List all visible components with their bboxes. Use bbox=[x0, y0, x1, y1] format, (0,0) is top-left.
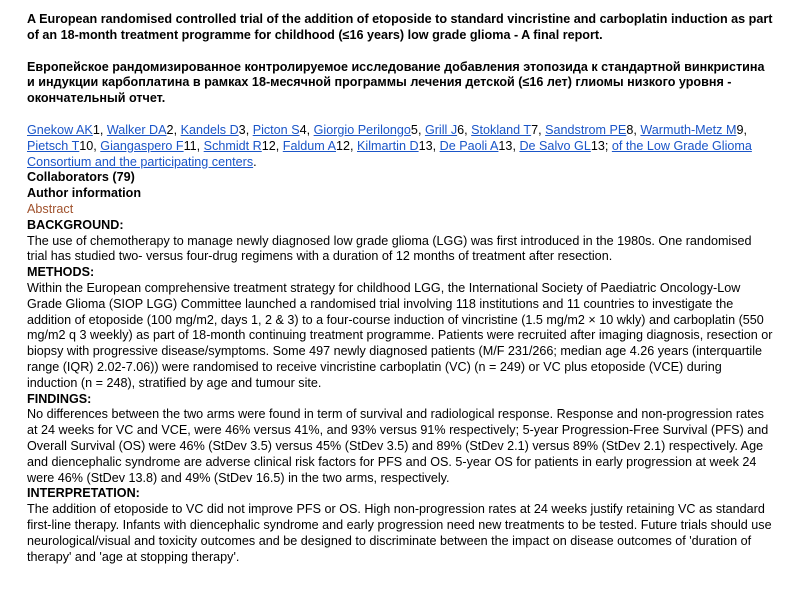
author-link[interactable]: Picton S bbox=[252, 122, 300, 137]
author-link[interactable]: Giangaspero F bbox=[100, 138, 184, 153]
author-affiliation: 10 bbox=[79, 138, 94, 153]
author-separator: , bbox=[350, 138, 357, 153]
author-link[interactable]: De Salvo GL bbox=[519, 138, 591, 153]
author-separator: , bbox=[464, 122, 472, 137]
author-separator: , bbox=[538, 122, 546, 137]
author-link[interactable]: Pietsch T bbox=[27, 138, 80, 153]
author-link[interactable]: Walker DA bbox=[106, 122, 167, 137]
author-link[interactable]: Warmuth-Metz M bbox=[640, 122, 737, 137]
author-affiliation: 11 bbox=[183, 138, 197, 153]
author-link[interactable]: Sandstrom PE bbox=[545, 122, 627, 137]
author-affiliation: 2 bbox=[166, 122, 174, 137]
author-affiliation: 9 bbox=[736, 122, 744, 137]
author-separator: , bbox=[306, 122, 314, 137]
author-separator: ; bbox=[604, 138, 612, 153]
author-link[interactable]: Giorgio Perilongo bbox=[313, 122, 411, 137]
section-heading: BACKGROUND: bbox=[27, 217, 124, 232]
author-affiliation: 13 bbox=[498, 138, 513, 153]
section-text: Within the European comprehensive treatment strategy for childhood LGG, the International Society of Paediatric Oncology-Low Grade Glioma (SIOP LGG) Committee launched a randomised trial involving 118 institutions and 11 countries to investigate the addition of etoposide (100 mg/m2, days 1, 2 & 3) to a four-course induction of vincristine (1.5 mg/m2 × 10 wkly) and carboplatin (550 mg/m2 q 3 weekly) as part of 18-month continuing treatment programme. Patients were recruited after imaging diagnosis, resection or biopsy with progressive disease/symptoms. Some 497 newly diagnosed patients (M/F 231/266; median age 4.26 years (interquartile range (IQR) 2.02-7.06)) were randomised to receive vincristine carboplatin (VC) (n = 249) or VC plus etoposide (VCE) during induction (n = 248), stratified by age and tumour site. bbox=[27, 280, 773, 390]
article-title-english: A European randomised controlled trial of the addition of etoposide to standard vincristine and carboplatin induction as part of an 18-month treatment programme for childhood (≤16 years) low grade glioma - A final report. bbox=[27, 12, 773, 42]
author-separator: , bbox=[275, 138, 283, 153]
consortium-end: . bbox=[253, 154, 257, 169]
author-affiliation: 5 bbox=[410, 122, 418, 137]
author-separator: , bbox=[196, 138, 204, 153]
author-link[interactable]: Kilmartin D bbox=[357, 138, 419, 153]
author-separator: , bbox=[432, 138, 440, 153]
author-link[interactable]: Gnekow AK bbox=[27, 122, 93, 137]
article-page bbox=[27, 12, 775, 565]
author-affiliation: 12 bbox=[335, 138, 350, 153]
author-affiliation: 1 bbox=[92, 122, 100, 137]
author-affiliation: 4 bbox=[299, 122, 307, 137]
author-link[interactable]: Stokland T bbox=[471, 122, 532, 137]
author-separator: , bbox=[512, 138, 520, 153]
section-heading: METHODS: bbox=[27, 265, 95, 280]
section-heading: FINDINGS: bbox=[27, 391, 92, 406]
author-separator: , bbox=[245, 122, 253, 137]
author-link[interactable]: Schmidt R bbox=[203, 138, 262, 153]
author-list bbox=[27, 123, 775, 170]
author-separator: , bbox=[633, 122, 641, 137]
author-separator: , bbox=[173, 122, 181, 137]
section-text: The use of chemotherapy to manage newly diagnosed low grade glioma (LGG) was first introduced in the 1980s. One randomised trial has studied two- versus four-drug regimens with a duration of 12 months of treatment after resection. bbox=[27, 233, 752, 264]
author-affiliation: 8 bbox=[626, 122, 634, 137]
author-separator: , bbox=[93, 138, 101, 153]
author-affiliation: 12 bbox=[261, 138, 276, 153]
author-link[interactable]: Faldum A bbox=[282, 138, 336, 153]
author-affiliation: 7 bbox=[531, 122, 539, 137]
consortium-link[interactable]: of the Low Grade Glioma Consortium and the participating centers bbox=[27, 138, 752, 169]
author-information-toggle[interactable]: Author information bbox=[27, 186, 142, 201]
author-affiliation: 3 bbox=[238, 122, 246, 137]
author-affiliation: 13 bbox=[418, 138, 433, 153]
collaborators-toggle[interactable]: Collaborators (79) bbox=[27, 170, 135, 185]
author-affiliation: 13 bbox=[590, 138, 605, 153]
section-text: No differences between the two arms were found in term of survival and radiological response. Response and non-progression rates at 24 weeks for VC and VCE, were 46% versus 41%, and 93% versus 91% respectively; 5-year Progression-Free Survival (PFS) and Overall Survival (OS) were 46% (StDev 3.5) versus 45% (StDev 3.5) and 89% (StDev 2.1) versus 89% (StDev 2.1) respectively. Age and diencephalic syndrome are adverse clinical risk factors for PFS and OS. 5-year OS for patients in early progression at week 24 were 46% (StDev 13.8) and 49% (StDev 16.5) in the two arms, respectively. bbox=[27, 407, 769, 485]
section-heading: INTERPRETATION: bbox=[27, 486, 140, 501]
section-text: The addition of etoposide to VC did not improve PFS or OS. High non-progression rates at 24 weeks justify retaining VC as standard first-line therapy. Infants with diencephalic syndrome and early progression need new treatments to be tested. Future trials should use neurological/visual and toxicity outcomes and be designed to discriminate between the impact on disease outcomes of 'duration of therapy' and 'age at stopping therapy'. bbox=[27, 502, 772, 564]
author-separator: , bbox=[417, 122, 425, 137]
author-separator: , bbox=[99, 122, 107, 137]
author-link[interactable]: De Paoli A bbox=[439, 138, 499, 153]
author-link[interactable]: Grill J bbox=[424, 122, 458, 137]
author-separator: , bbox=[743, 122, 747, 137]
article-title-russian: Европейское рандомизированное контролируемое исследование добавления этопозида к стандартной винкристина и индукции карбоплатина в рамках 18-месячной программы лечения детской (≤16 лет) глиомы низкого уровня - окончательный отчет. bbox=[27, 59, 765, 106]
author-affiliation: 6 bbox=[457, 122, 465, 137]
author-link[interactable]: Kandels D bbox=[180, 122, 239, 137]
abstract-label: Abstract bbox=[27, 201, 74, 216]
abstract-sections bbox=[27, 218, 775, 566]
